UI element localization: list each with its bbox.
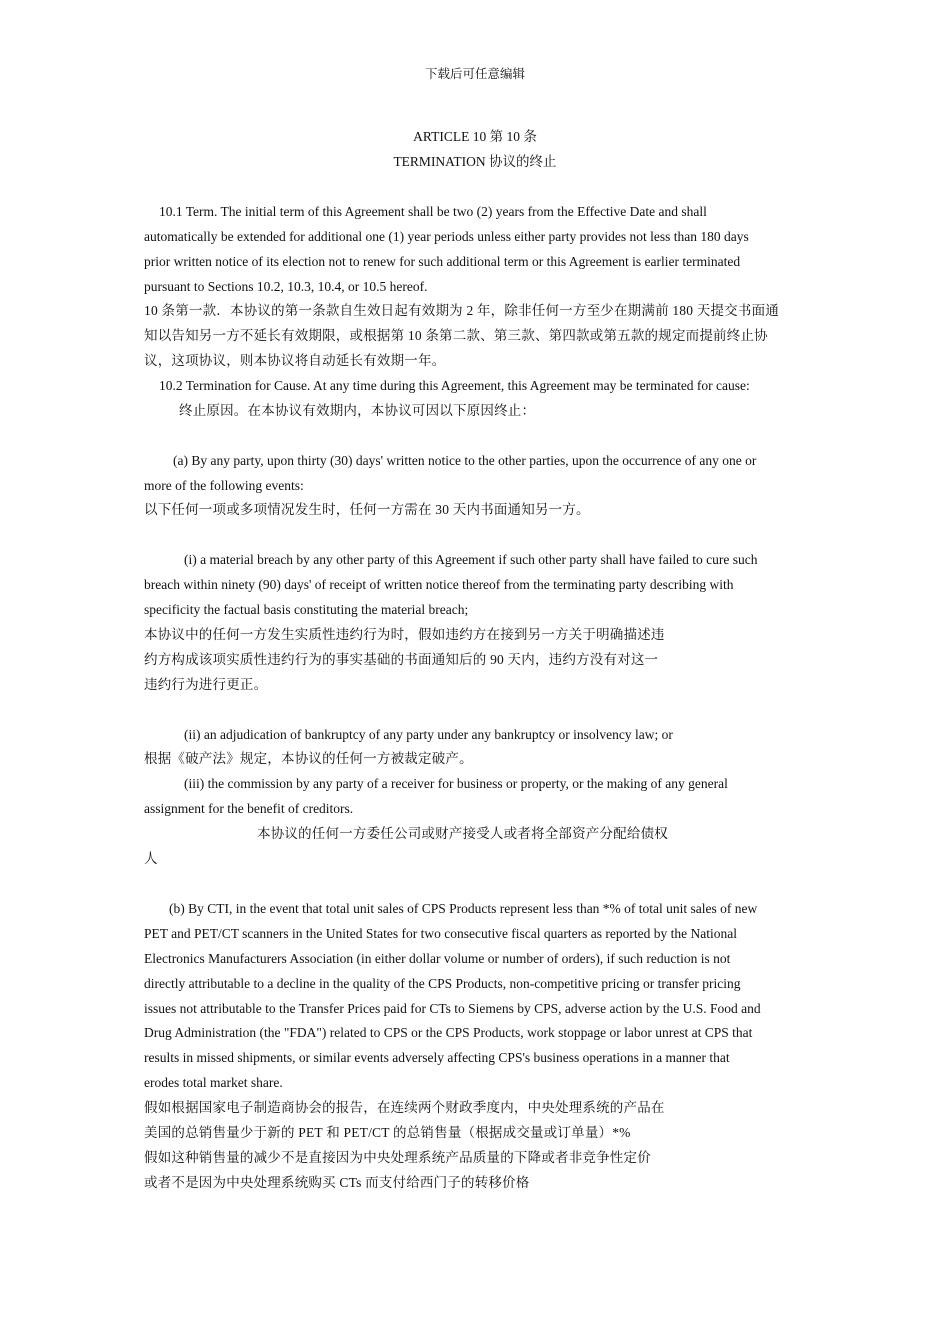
clause-10-2-cn: 终止原因。在本协议有效期内，本协议可因以下原因终止：: [179, 403, 536, 418]
item-iii-en-line: assignment for the benefit of creditors.: [144, 801, 354, 816]
item-i-en-line: (i) a material breach by any other party of this Agreement if such other party shall have failed to cure such: [184, 552, 758, 567]
item-i-cn-line: 约方构成该项实质性违约行为的事实基础的书面通知后的 90 天内，违约方没有对这一: [144, 652, 659, 667]
clause-10-1-cn-line: 议，这项协议，则本协议将自动延长有效期一年。: [144, 353, 446, 368]
item-ii-en: (ii) an adjudication of bankruptcy of any party under any bankruptcy or insolvency law; or: [184, 727, 673, 742]
item-b-en-line: (b) By CTI, in the event that total unit sales of CPS Products represent less than *% of total unit sales of new: [169, 901, 758, 916]
item-b-en-line: directly attributable to a decline in the quality of the CPS Products, non-competitive pricing or transfer pricing: [144, 976, 741, 991]
item-b-en-line: Drug Administration (the "FDA") related to CPS or the CPS Products, work stoppage or labor unrest at CPS that: [144, 1025, 753, 1040]
item-ii-cn: 根据《破产法》规定，本协议的任何一方被裁定破产。: [144, 751, 473, 766]
item-b-cn-line: 假如这种销售量的减少不是直接因为中央处理系统产品质量的下降或者非竞争性定价: [144, 1150, 651, 1165]
article-title: TERMINATION 协议的终止: [393, 154, 557, 169]
clause-10-2-en: 10.2 Termination for Cause. At any time during this Agreement, this Agreement may be terminated for cause:: [159, 378, 750, 393]
item-b-en-line: erodes total market share.: [144, 1075, 283, 1090]
item-b-cn-line: 或者不是因为中央处理系统购买 CTs 而支付给西门子的转移价格: [144, 1175, 530, 1190]
item-b-en-line: issues not attributable to the Transfer Prices paid for CTs to Siemens by CPS, adverse action by the U.S. Food and: [144, 1001, 761, 1016]
header-note: 下载后可任意编辑: [424, 67, 525, 81]
item-iii-en-line: (iii) the commission by any party of a receiver for business or property, or the making of any general: [184, 776, 728, 791]
clause-10-1-cn-line: 10 条第一款．本协议的第一条款自生效日起有效期为 2 年，除非任何一方至少在期满前 180 天提交书面通: [144, 303, 779, 318]
clause-10-1-en-line: prior written notice of its election not to renew for such additional term or this Agreement is earlier terminated: [144, 254, 741, 269]
item-iii-cn-line: 人: [144, 851, 158, 866]
item-i-en-line: breach within ninety (90) days' of receipt of written notice thereof from the terminating party describing with: [144, 577, 734, 592]
article-heading: ARTICLE 10 第 10 条: [413, 129, 537, 144]
item-b-en-line: results in missed shipments, or similar events adversely affecting CPS's business operations in a manner that: [144, 1050, 730, 1065]
item-i-cn-line: 违约行为进行更正。: [144, 677, 268, 692]
item-b-en-line: Electronics Manufacturers Association (in either dollar volume or number of orders), if such reduction is not: [144, 951, 731, 966]
item-a-en-line: more of the following events:: [144, 478, 304, 493]
clause-10-1-en-line: automatically be extended for additional one (1) year periods unless either party provides not less than 180 days: [144, 229, 749, 244]
item-i-cn-line: 本协议中的任何一方发生实质性违约行为时，假如违约方在接到另一方关于明确描述违: [144, 627, 665, 642]
item-b-en-line: PET and PET/CT scanners in the United States for two consecutive fiscal quarters as reported by the National: [144, 926, 737, 941]
clause-10-1-cn-line: 知以告知另一方不延长有效期限，或根据第 10 条第二款、第三款、第四款或第五款的规定而提前终止协: [144, 328, 768, 343]
item-b-cn-line: 美国的总销售量少于新的 PET 和 PET/CT 的总销售量（根据成交量或订单量）*%: [144, 1125, 631, 1140]
item-a-en-line: (a) By any party, upon thirty (30) days' written notice to the other parties, upon the occurrence of any one or: [173, 453, 757, 468]
clause-10-1-en-line: 10.1 Term. The initial term of this Agreement shall be two (2) years from the Effective Date and shall: [159, 204, 707, 219]
item-a-cn: 以下任何一项或多项情况发生时，任何一方需在 30 天内书面通知另一方。: [144, 502, 590, 517]
item-b-cn-line: 假如根据国家电子制造商协会的报告，在连续两个财政季度内，中央处理系统的产品在: [144, 1100, 665, 1115]
item-i-en-line: specificity the factual basis constituting the material breach;: [144, 602, 469, 617]
item-iii-cn-line: 本协议的任何一方委任公司或财产接受人或者将全部资产分配给债权: [257, 826, 668, 841]
clause-10-1-en-line: pursuant to Sections 10.2, 10.3, 10.4, or 10.5 hereof.: [144, 279, 428, 294]
